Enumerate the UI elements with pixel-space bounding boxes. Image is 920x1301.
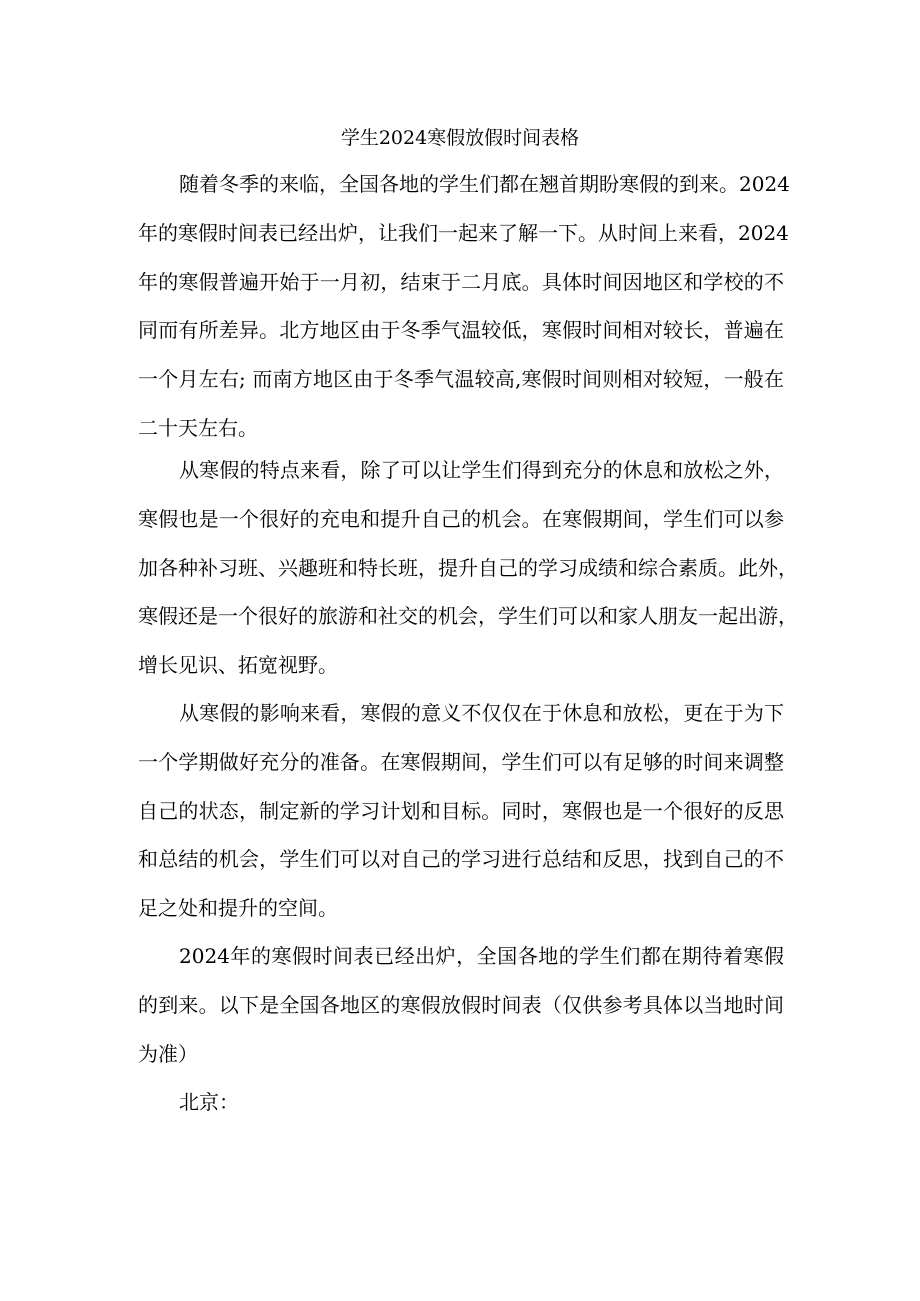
text-line: 同而有所差异。北方地区由于冬季气温较低，寒假时间相对较长，普遍在 xyxy=(138,318,784,343)
text-line: 从寒假的特点来看，除了可以让学生们得到充分的休息和放松之外， xyxy=(179,458,784,482)
text-line: 寒假还是一个很好的旅游和社交的机会，学生们可以和家人朋友一起出游， xyxy=(138,604,798,629)
document-title: 学生2024寒假放假时间表格 xyxy=(340,127,580,149)
text-line: 和总结的机会，学生们可以对自己的学习进行总结和反思，找到自己的不 xyxy=(138,847,784,872)
paragraph-schedule-intro xyxy=(138,932,784,1078)
text-line: 二十天左右。 xyxy=(138,415,258,440)
text-line: 年的寒假时间表已经出炉，让我们一起来了解一下。从时间上来看，2024 xyxy=(138,220,789,245)
section-heading-beijing xyxy=(138,1078,784,1127)
text-line: 足之处和提升的空间。 xyxy=(138,896,338,921)
text-line: 加各种补习班、兴趣班和特长班，提升自己的学习成绩和综合素质。此外， xyxy=(138,555,798,580)
text-line: 随着冬季的来临，全国各地的学生们都在翘首期盼寒假的到来。2024 xyxy=(179,172,790,196)
text-line: 北京： xyxy=(179,1090,239,1114)
text-line: 增长见识、拓宽视野。 xyxy=(138,653,338,678)
text-line: 年的寒假普遍开始于一月初，结束于二月底。具体时间因地区和学校的不 xyxy=(138,269,784,294)
text-line: 寒假也是一个很好的充电和提升自己的机会。在寒假期间，学生们可以参 xyxy=(138,506,784,531)
paragraph-winter-break-features xyxy=(138,446,798,690)
text-line: 一个学期做好充分的准备。在寒假期间，学生们可以有足够的时间来调整 xyxy=(138,749,784,774)
paragraph-winter-break-impact xyxy=(138,689,784,933)
text-line: 从寒假的影响来看，寒假的意义不仅仅在于休息和放松，更在于为下 xyxy=(179,701,784,725)
text-line: 自己的状态，制定新的学习计划和目标。同时，寒假也是一个很好的反思 xyxy=(138,798,784,823)
text-line: 为准） xyxy=(138,1041,198,1066)
paragraph-winter-break-intro xyxy=(138,160,790,453)
text-line: 2024年的寒假时间表已经出炉，全国各地的学生们都在期待着寒假 xyxy=(179,944,784,968)
text-line: 的到来。以下是全国各地区的寒假放假时间表（仅供参考具体以当地时间 xyxy=(138,992,784,1017)
text-line: 一个月左右; 而南方地区由于冬季气温较高,寒假时间则相对较短，一般在 xyxy=(138,367,784,392)
